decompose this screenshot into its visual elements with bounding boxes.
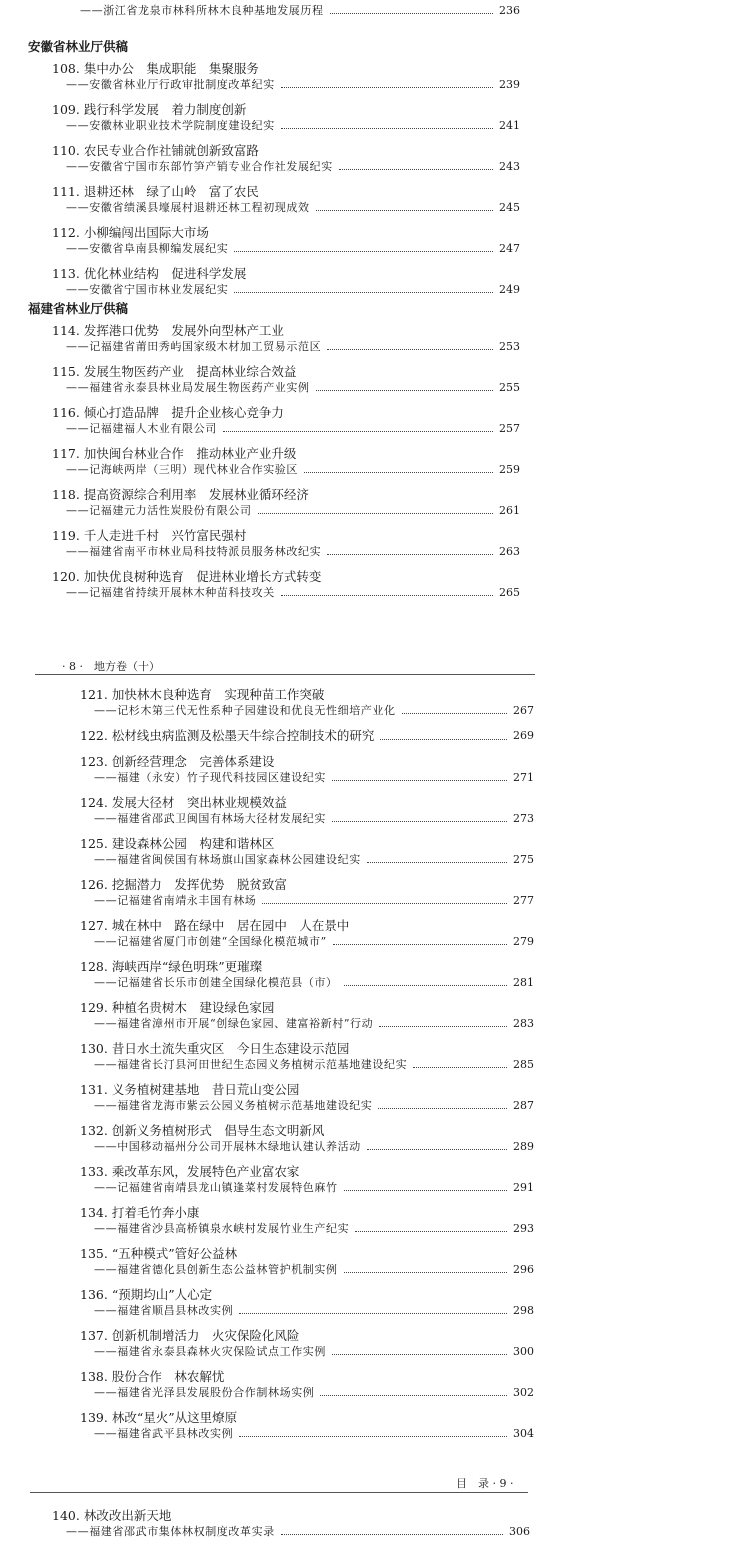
entry-subtitle: ——福建省南平市林业局科技特派员服务林改纪实: [66, 545, 322, 558]
dot-leader: [367, 1149, 507, 1150]
section-title: 安徽省林业厅供稿: [28, 39, 129, 54]
entry-number: 121.: [80, 687, 108, 702]
entry-number: 122.: [80, 728, 108, 743]
toc-entry[interactable]: [80, 1287, 534, 1318]
entry-page-number: 236: [499, 4, 520, 17]
header-rule: [35, 674, 535, 675]
dot-leader: [344, 985, 507, 986]
entry-page-number: 291: [513, 1181, 534, 1194]
entry-number: 124.: [80, 795, 108, 810]
entry-page-number: 289: [513, 1140, 534, 1153]
toc-entry[interactable]: [52, 1508, 530, 1539]
dot-leader: [327, 554, 493, 555]
toc-entry[interactable]: [80, 687, 534, 718]
entry-page-number: 245: [499, 201, 520, 214]
entry-number: 110.: [52, 143, 80, 158]
entry-subtitle: ——浙江省龙泉市林科所林木良种基地发展历程: [80, 4, 324, 17]
dot-leader: [262, 903, 507, 904]
entry-page-number: 259: [499, 463, 520, 476]
entry-page-number: 271: [513, 771, 534, 784]
entry-number: 132.: [80, 1123, 108, 1138]
entry-title: 创新经营理念 完善体系建设: [111, 754, 275, 769]
toc-entry[interactable]: [80, 1328, 534, 1359]
dot-leader: [380, 739, 507, 740]
toc-entry[interactable]: [80, 1205, 534, 1236]
dot-leader: [234, 292, 493, 293]
entry-title: 创新机制增活力 火灾保险化风险: [111, 1328, 300, 1343]
entry-page-number: 257: [499, 422, 520, 435]
toc-entry[interactable]: [80, 918, 534, 949]
entry-page-number: 300: [513, 1345, 534, 1358]
toc-section-fujian: [28, 301, 520, 610]
entry-number: 136.: [80, 1287, 108, 1302]
entry-number: 117.: [52, 446, 80, 461]
toc-entry[interactable]: [80, 1246, 534, 1277]
entry-title: 林改“星火”从这里燎原: [111, 1410, 238, 1425]
entry-page-number: 243: [499, 160, 520, 173]
toc-entry[interactable]: [52, 266, 520, 297]
entry-number: 127.: [80, 918, 108, 933]
entry-title: “五种模式”管好公益林: [111, 1246, 238, 1261]
entry-title: 提高资源综合利用率 发展林业循环经济: [83, 487, 309, 502]
entry-subtitle: ——记福建元力活性炭股份有限公司: [66, 504, 252, 517]
entry-subtitle: ——安徽省林业厅行政审批制度改革纪实: [66, 78, 275, 91]
dot-leader: [330, 13, 493, 14]
entry-page-number: 269: [513, 729, 534, 742]
toc-entry[interactable]: [52, 61, 520, 92]
dot-leader: [413, 1067, 507, 1068]
entry-page-number: 298: [513, 1304, 534, 1317]
toc-entry[interactable]: [52, 487, 520, 518]
dot-leader: [327, 349, 493, 350]
entry-page-number: 249: [499, 283, 520, 296]
entry-page-number: 253: [499, 340, 520, 353]
entry-title: 小柳编闯出国际大市场: [83, 225, 209, 240]
entry-number: 131.: [80, 1082, 108, 1097]
entry-number: 125.: [80, 836, 108, 851]
toc-entry[interactable]: [80, 959, 534, 990]
entry-title: 加快优良树种选育 促进林业增长方式转变: [83, 569, 322, 584]
entry-subtitle: ——福建（永安）竹子现代科技园区建设纪实: [94, 771, 326, 784]
dot-leader: [316, 390, 493, 391]
entry-page-number: 293: [513, 1222, 534, 1235]
entry-page-number: 281: [513, 976, 534, 989]
entry-subtitle: ——记福建省厦门市创建“全国绿化模范城市”: [94, 935, 327, 948]
entry-page-number: 255: [499, 381, 520, 394]
toc-entry[interactable]: [80, 836, 534, 867]
entry-number: 123.: [80, 754, 108, 769]
entry-title: 种植名贵树木 建设绿色家园: [111, 1000, 275, 1015]
toc-entry[interactable]: [80, 1164, 534, 1195]
entry-page-number: 287: [513, 1099, 534, 1112]
entry-number: 139.: [80, 1410, 108, 1425]
entry-title: 践行科学发展 着力制度创新: [83, 102, 247, 117]
entry-title: 退耕还林 绿了山岭 富了农民: [83, 184, 259, 199]
entry-title: 海峡西岸“绿色明珠”更璀璨: [111, 959, 263, 974]
dot-leader: [316, 210, 493, 211]
entry-page-number: 261: [499, 504, 520, 517]
entry-title: 创新义务植树形式 倡导生态文明新风: [111, 1123, 325, 1138]
entry-page-number: 267: [513, 704, 534, 717]
entry-subtitle: ——福建省邵武卫闽国有林场大径材发展纪实: [94, 812, 326, 825]
running-header-page8: · 8 · 地方卷（十）: [62, 660, 160, 673]
running-header-page9: 目 录 · 9 ·: [456, 1477, 514, 1490]
dot-leader: [402, 713, 507, 714]
entry-subtitle: ——福建省武平县林改实例: [94, 1427, 234, 1440]
entry-subtitle: ——福建省长汀县河田世纪生态园义务植树示范基地建设纪实: [94, 1058, 408, 1071]
entry-page-number: 275: [513, 853, 534, 866]
entry-number: 138.: [80, 1369, 108, 1384]
entry-subtitle: ——记福建省长乐市创建全国绿化模范县（市）: [94, 976, 338, 989]
toc-entry[interactable]: [52, 323, 520, 354]
entry-subtitle: ——安徽省阜南县柳编发展纪实: [66, 242, 229, 255]
dot-leader: [223, 431, 493, 432]
toc-entry[interactable]: [52, 446, 520, 477]
entry-subtitle: ——记福建省莆田秀屿国家级木材加工贸易示范区: [66, 340, 322, 353]
entry-title: 优化林业结构 促进科学发展: [83, 266, 247, 281]
entry-subtitle: ——福建省德化县创新生态公益林管护机制实例: [94, 1263, 338, 1276]
toc-entry[interactable]: [52, 143, 520, 174]
entry-number: 113.: [52, 266, 80, 281]
entry-subtitle: ——福建省龙海市紫云公园义务植树示范基地建设纪实: [94, 1099, 373, 1112]
dot-leader: [320, 1395, 507, 1396]
entry-subtitle: ——福建省漳州市开展“创绿色家园、建富裕新村”行动: [94, 1017, 374, 1030]
entry-subtitle: ——记杉木第三代无性系种子园建设和优良无性细培产业化: [94, 704, 396, 717]
entry-number: 126.: [80, 877, 108, 892]
toc-section-anhui: [28, 39, 520, 307]
entry-subtitle: ——安徽省绩溪县壕展村退耕还林工程初现成效: [66, 201, 310, 214]
entry-title: 乘改革东风，发展特色产业富农家: [111, 1164, 300, 1179]
entry-number: 137.: [80, 1328, 108, 1343]
toc-entry[interactable]: [52, 102, 520, 133]
entry-title: 义务植树建基地 昔日荒山变公园: [111, 1082, 300, 1097]
entry-number: 129.: [80, 1000, 108, 1015]
entry-title: 集中办公 集成职能 集聚服务: [83, 61, 259, 76]
entry-number: 119.: [52, 528, 80, 543]
dot-leader: [234, 251, 493, 252]
entry-title: 建设森林公园 构建和谐林区: [111, 836, 275, 851]
entry-subtitle: ——福建省光泽县发展股份合作制林场实例: [94, 1386, 315, 1399]
entry-subtitle: ——安徽林业职业技术学院制度建设纪实: [66, 119, 275, 132]
toc-entry[interactable]: [80, 1123, 534, 1154]
entry-subtitle: ——福建省沙县高桥镇泉水峡村发展竹业生产纪实: [94, 1222, 350, 1235]
toc-entry[interactable]: [52, 569, 520, 600]
entry-number: 115.: [52, 364, 80, 379]
toc-fragment-top: [80, 3, 520, 18]
toc-entry[interactable]: [52, 528, 520, 559]
entry-number: 111.: [52, 184, 80, 199]
entry-page-number: 285: [513, 1058, 534, 1071]
dot-leader: [332, 821, 507, 822]
dot-leader: [332, 780, 507, 781]
toc-entry[interactable]: [80, 754, 534, 785]
dot-leader: [239, 1436, 507, 1437]
toc-page9-entries: [52, 1508, 530, 1546]
entry-subtitle: ——安徽省宁国市林业发展纪实: [66, 283, 229, 296]
entry-title: 城在林中 路在绿中 居在园中 人在景中: [111, 918, 350, 933]
dot-leader: [304, 472, 493, 473]
dot-leader: [367, 862, 507, 863]
entry-number: 133.: [80, 1164, 108, 1179]
dot-leader: [281, 128, 493, 129]
toc-entry[interactable]: [80, 1410, 534, 1441]
entry-page-number: 239: [499, 78, 520, 91]
entry-page-number: 241: [499, 119, 520, 132]
entry-subtitle: ——福建省邵武市集体林权制度改革实录: [66, 1525, 275, 1538]
entry-page-number: 304: [513, 1427, 534, 1440]
entry-subtitle: ——福建省闽侯国有林场旗山国家森林公园建设纪实: [94, 853, 361, 866]
toc-entry[interactable]: [80, 1000, 534, 1031]
entry-number: 128.: [80, 959, 108, 974]
entry-number: 109.: [52, 102, 80, 117]
entry-title: 股份合作 林农解忧: [111, 1369, 225, 1384]
entry-title: 发挥港口优势 发展外向型林产工业: [83, 323, 284, 338]
dot-leader: [332, 1354, 507, 1355]
entry-subtitle: ——中国移动福州分公司开展林木绿地认建认养活动: [94, 1140, 361, 1153]
entry-number: 112.: [52, 225, 80, 240]
entry-number: 134.: [80, 1205, 108, 1220]
entry-page-number: 296: [513, 1263, 534, 1276]
entry-title: 打着毛竹奔小康: [111, 1205, 200, 1220]
toc-entry[interactable]: [80, 877, 534, 908]
entry-page-number: 302: [513, 1386, 534, 1399]
entry-subtitle: ——记福建省持续开展林木种苗科技攻关: [66, 586, 275, 599]
dot-leader: [344, 1272, 507, 1273]
header-rule: [30, 1492, 528, 1493]
entry-number: 118.: [52, 487, 80, 502]
entry-subtitle: ——福建省永泰县林业局发展生物医药产业实例: [66, 381, 310, 394]
dot-leader: [379, 1026, 507, 1027]
entry-number: 116.: [52, 405, 80, 420]
toc-entry[interactable]: [80, 1041, 534, 1072]
entry-subtitle: ——记福建省南靖永丰国有林场: [94, 894, 257, 907]
entry-title: 农民专业合作社铺就创新致富路: [83, 143, 259, 158]
entry-title: 加快林木良种选育 实现种苗工作突破: [111, 687, 325, 702]
entry-page-number: 283: [513, 1017, 534, 1030]
entry-number: 130.: [80, 1041, 108, 1056]
entry-subtitle: ——记海峡两岸（三明）现代林业合作实验区: [66, 463, 298, 476]
section-title: 福建省林业厅供稿: [28, 301, 129, 316]
entry-number: 108.: [52, 61, 80, 76]
entry-title: 发展生物医药产业 提高林业综合效益: [83, 364, 297, 379]
entry-page-number: 273: [513, 812, 534, 825]
entry-subtitle: ——福建省永泰县森林火灾保险试点工作实例: [94, 1345, 326, 1358]
entry-subtitle: ——记福建福人木业有限公司: [66, 422, 217, 435]
dot-leader: [333, 944, 507, 945]
dot-leader: [281, 1534, 503, 1535]
entry-page-number: 263: [499, 545, 520, 558]
entry-number: 120.: [52, 569, 80, 584]
dot-leader: [281, 87, 493, 88]
toc-page8-entries: [80, 687, 534, 1451]
entry-page-number: 247: [499, 242, 520, 255]
toc-entry[interactable]: [52, 184, 520, 215]
toc-entry[interactable]: [80, 728, 534, 744]
entry-title: 千人走进千村 兴竹富民强村: [83, 528, 247, 543]
entry-page-number: 265: [499, 586, 520, 599]
toc-entry[interactable]: [52, 364, 520, 395]
entry-title: 倾心打造品牌 提升企业核心竞争力: [83, 405, 284, 420]
dot-leader: [339, 169, 493, 170]
dot-leader: [258, 513, 493, 514]
entry-page-number: 279: [513, 935, 534, 948]
dot-leader: [239, 1313, 507, 1314]
dot-leader: [344, 1190, 507, 1191]
entry-title: 昔日水土流失重灾区 今日生态建设示范园: [111, 1041, 350, 1056]
entry-title: 加快闽台林业合作 推动林业产业升级: [83, 446, 297, 461]
entry-page-number: 306: [509, 1525, 530, 1538]
entry-title: 松材线虫病监测及松墨天牛综合控制技术的研究: [111, 728, 375, 743]
entry-title: “预期均山”人心定: [111, 1287, 213, 1302]
entry-title: 林改改出新天地: [83, 1508, 172, 1523]
entry-number: 135.: [80, 1246, 108, 1261]
toc-entry[interactable]: [52, 225, 520, 256]
dot-leader: [281, 595, 493, 596]
entry-number: 140.: [52, 1508, 80, 1523]
toc-entry[interactable]: [52, 405, 520, 436]
toc-entry[interactable]: [80, 795, 534, 826]
toc-entry[interactable]: [80, 1369, 534, 1400]
entry-subtitle: ——记福建省南靖县龙山镇逢菜村发展特色麻竹: [94, 1181, 338, 1194]
entry-page-number: 277: [513, 894, 534, 907]
toc-entry[interactable]: [80, 1082, 534, 1113]
dot-leader: [378, 1108, 507, 1109]
dot-leader: [355, 1231, 507, 1232]
entry-title: 发展大径材 突出林业规模效益: [111, 795, 287, 810]
entry-title: 挖掘潜力 发挥优势 脱贫致富: [111, 877, 287, 892]
entry-subtitle: ——安徽省宁国市东部竹笋产销专业合作社发展纪实: [66, 160, 333, 173]
entry-subtitle: ——福建省顺昌县林改实例: [94, 1304, 234, 1317]
entry-number: 114.: [52, 323, 80, 338]
